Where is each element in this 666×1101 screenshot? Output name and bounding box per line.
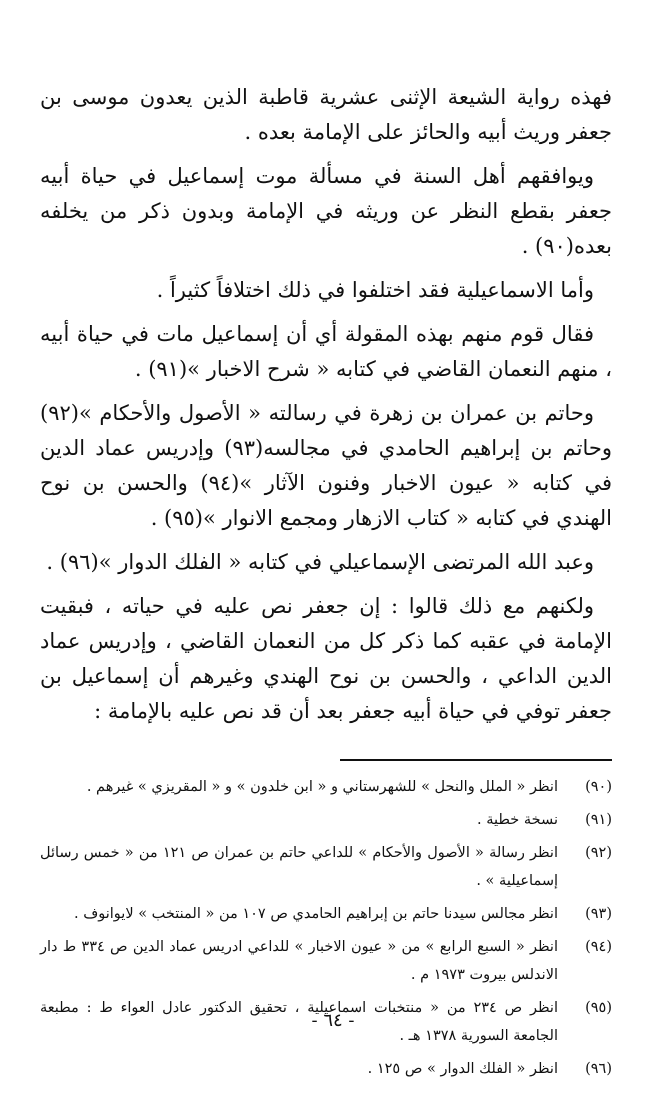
document-page xyxy=(40,80,612,1088)
footnote xyxy=(40,806,612,834)
paragraph: وأما الاسماعيلية فقد اختلفوا في ذلك اختلافاً كثيراً . xyxy=(156,278,594,302)
footnote-number: (٩٣) xyxy=(585,906,612,922)
footnote-text: نسخة خطية . xyxy=(477,812,558,828)
footnote-text: انظر « السبع الرابع » من « عيون الاخبار » للداعي ادريس عماد الدين ص ٣٣٤ ط دار الاندلس بيروت ١٩٧٣ م . xyxy=(40,939,558,983)
footnote-text: انظر ص ٢٣٤ من « منتخبات اسماعيلية ، تحقيق الدكتور عادل العواء ط : مطبعة الجامعة السورية ١٣٧٨ هـ . xyxy=(40,1000,558,1044)
footnote-divider xyxy=(340,759,612,761)
footnote-text: انظر « الملل والنحل » للشهرستاني و « ابن خلدون » و « المقريزي » غيرهم . xyxy=(86,779,558,795)
footnote-number: (٩٦) xyxy=(585,1061,612,1077)
footnote xyxy=(40,1055,612,1083)
footnote xyxy=(40,839,612,895)
footnote-text: انظر رسالة « الأصول والأحكام » للداعي حاتم بن عمران ص ١٢١ من « خمس رسائل إسماعيلية » . xyxy=(40,845,559,889)
footnote xyxy=(40,900,612,928)
body-text xyxy=(40,80,612,729)
footnote-number: (٩٠) xyxy=(585,779,612,795)
paragraph: وعبد الله المرتضى الإسماعيلي في كتابه « الفلك الدوار »(٩٦) . xyxy=(46,550,594,574)
footnote-text: انظر مجالس سيدنا حاتم بن إبراهيم الحامدي ص ١٠٧ من « المنتخب » لايوانوف . xyxy=(73,906,558,922)
footnote xyxy=(40,933,612,989)
footnote-number: (٩٢) xyxy=(585,845,612,861)
footnote-number: (٩٥) xyxy=(585,1000,612,1016)
paragraph: ولكنهم مع ذلك قالوا : إن جعفر نص عليه في حياته ، فبقيت الإمامة في عقبه كما ذكر كل من النعمان القاضي ، وإدريس عماد الدين الداعي ، والحسن بن نوح الهندي وغيرهم أن إسماعيل بن جعفر توفي في حياة أبيه جعفر بعد أن قد نص عليه بالإمامة : xyxy=(40,594,612,723)
paragraph: فهذه رواية الشيعة الإثنى عشرية قاطبة الذين يعدون موسى بن جعفر وريث أبيه والحائز على الإمامة بعده . xyxy=(40,85,612,144)
paragraph: ويوافقهم أهل السنة في مسألة موت إسماعيل في حياة أبيه جعفر بقطع النظر عن وريثه في الإمامة وبدون ذكر من يخلفه بعده(٩٠) . xyxy=(40,164,612,258)
footnote-text: انظر « الفلك الدوار » ص ١٢٥ . xyxy=(367,1061,558,1077)
page-number: - ٦٤ - xyxy=(311,1010,355,1031)
footnote xyxy=(40,773,612,801)
footnote-number: (٩١) xyxy=(585,812,612,828)
paragraph: فقال قوم منهم بهذه المقولة أي أن إسماعيل مات في حياة أبيه ، منهم النعمان القاضي في كتابه « شرح الاخبار »(٩١) . xyxy=(40,322,612,381)
footnote-number: (٩٤) xyxy=(585,939,612,955)
footnotes xyxy=(40,773,612,1083)
paragraph: وحاتم بن عمران بن زهرة في رسالته « الأصول والأحكام »(٩٢) وحاتم بن إبراهيم الحامدي في مجالسه(٩٣) وإدريس عماد الدين في كتابه « عيون الاخبار وفنون الآثار »(٩٤) والحسن بن نوح الهندي في كتابه « كتاب الازهار ومجمع الانوار »(٩٥) . xyxy=(40,401,613,530)
